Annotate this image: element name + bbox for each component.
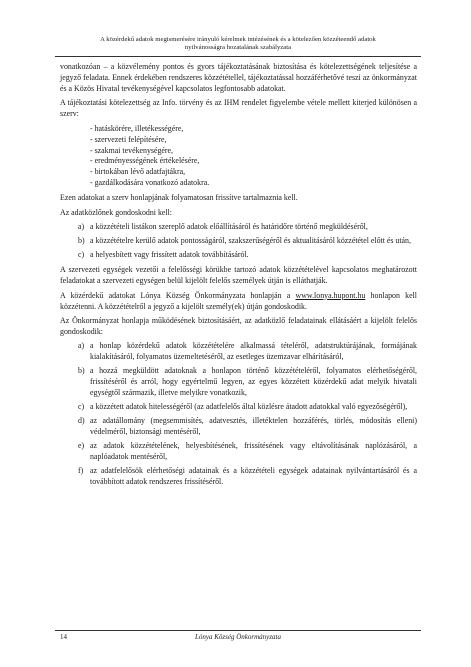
item-text: a közzétételre kerülő adatok pontosságáról, szakszerűségéről és aktualitásáról közzététel előtt és után, <box>90 236 411 246</box>
list-item: - gazdálkodására vonatkozó adatokra. <box>90 178 210 188</box>
list-item: - birtokában lévő adatfajtákra, <box>90 167 186 177</box>
webmaster-duty-list <box>60 341 417 488</box>
item-text: a közzétételi listákon szereplő adatok előállításáról és határidőre történő megküldéséről, <box>90 222 368 232</box>
item-text: az adatállomány (megsemmisítés, adatvesztés, illetéktelen hozzáférés, törlés, módosítás elleni) védelméről, biztonsági mentéséről, <box>90 416 417 437</box>
item-text: a hozzá megküldött adatoknak a honlapon történő közzétételéről, folyamatos elérhetőségéről, frissítéséről és arról, hogy egyértelmű legyen, az egyes közzétett közérdekű adat melyik hivatali egységtől származik, illetve melyikre vonatkozik, <box>90 366 417 398</box>
list-item: - szervezeti felépítésére, <box>90 134 167 144</box>
list-item: - szakmai tevékenységére, <box>90 145 174 155</box>
item-letter: f) <box>78 466 84 476</box>
item-letter: a) <box>78 222 85 232</box>
paragraph: A tájékoztatási kötelezettség az Info. törvény és az IHM rendelet figyelembe vétele mellett kiterjed különösen a szerv: <box>60 98 417 119</box>
footer-divider <box>55 630 421 631</box>
item-text: az adatfelelősök elérhetőségi adatainak és a közzétételi egységek adatainak nyilvántartásáról és a továbbított adatok rendszeres frissítéséről. <box>90 466 417 487</box>
list-item <box>60 236 417 247</box>
list-item <box>60 416 417 438</box>
text-run: honlapon kell közzétenni. A közzétételről a jegyző a kijelölt személy(ek) útján gondoskodik. <box>60 290 417 311</box>
item-letter: c) <box>78 402 85 412</box>
page-number: 14 <box>60 633 67 641</box>
list-item <box>60 341 417 363</box>
list-item: - eredményességének értékelésére, <box>90 156 200 166</box>
header-line-1: A közérdekű adatok megismerésére irányuló kérelmek intézésének és a kötelezően közzéteendő adatok <box>100 36 376 43</box>
paragraph: Ezen adatokat a szerv honlapjának folyamatosan frissítve tartalmaznia kell. <box>60 193 298 203</box>
item-letter: b) <box>78 236 85 246</box>
paragraph: vonatkozóan – a közvélemény pontos és gyors tájékoztatásának biztosítása és kötelezettségének teljesítése a jegyző feladata. Ennek érdekében rendszeres közzététellel, tájékoztatással hozzáférhetővé teszi az önkormányzat és a Közös Hivatal tevékenységével kapcsolatos legfontosabb adatokat. <box>60 62 417 93</box>
paragraph: Az Önkormányzat honlapja működésének biztosításáért, az adatközlő feladatainak ellátásáért a kijelölt felelős gondoskodik: <box>60 316 417 336</box>
item-letter: e) <box>78 441 85 451</box>
paragraph: Az adatközlőnek gondoskodni kell: <box>60 207 172 217</box>
paragraph <box>60 291 417 313</box>
item-text: az adatok közzétételének, helyesbítésének, frissítésének vagy eltávolításának naplózásáról, a naplóadatok mentéséről, <box>90 441 417 462</box>
list-item <box>60 250 417 261</box>
list-item <box>60 222 417 233</box>
list-item <box>60 366 417 399</box>
header-line-2: nyilvánosságra hozatalának szabályzata <box>184 44 292 52</box>
paragraph: A szervezeti egységek vezetői a felelősségi körükbe tartozó adatok közzétételével kapcsolatos meghatározott feladatokat a szervezeti egységen belül kijelölt felelős személyek útján is elláthatják. <box>60 265 417 286</box>
item-text: a helyesbített vagy frissített adatok továbbításáról. <box>90 250 249 260</box>
item-text: a honlap közérdekű adatok közzétételére alkalmassá tételéről, adatstruktúrájának, formájának kialakításáról, folyamatos üzemeltetéséről, az esetleges üzemzavar elhárításáról, <box>90 341 417 362</box>
item-letter: b) <box>78 366 85 376</box>
duty-list <box>60 124 417 189</box>
page-footer <box>55 633 421 642</box>
list-item <box>60 402 417 413</box>
item-letter: c) <box>78 250 85 260</box>
list-item <box>60 441 417 463</box>
document-body <box>60 62 417 492</box>
officer-duty-list <box>60 222 417 261</box>
item-text: a közzétett adatok hitelességéről (az adatfelelős által közlésre átadott adatokkal való egyezőségéről), <box>90 402 408 412</box>
footer-text: Lónya Község Önkormányzata <box>195 633 281 641</box>
list-item: - hatáskörére, illetékességére, <box>90 123 184 133</box>
item-letter: a) <box>78 341 85 351</box>
header-divider <box>55 56 421 57</box>
list-item <box>60 466 417 488</box>
website-link[interactable]: www.lonya.hupont.hu <box>295 290 366 300</box>
page-header <box>55 36 421 53</box>
item-letter: d) <box>78 416 85 426</box>
text-run: A közérdekű adatokat Lónya Község Önkormányzata honlapján a <box>60 290 296 300</box>
